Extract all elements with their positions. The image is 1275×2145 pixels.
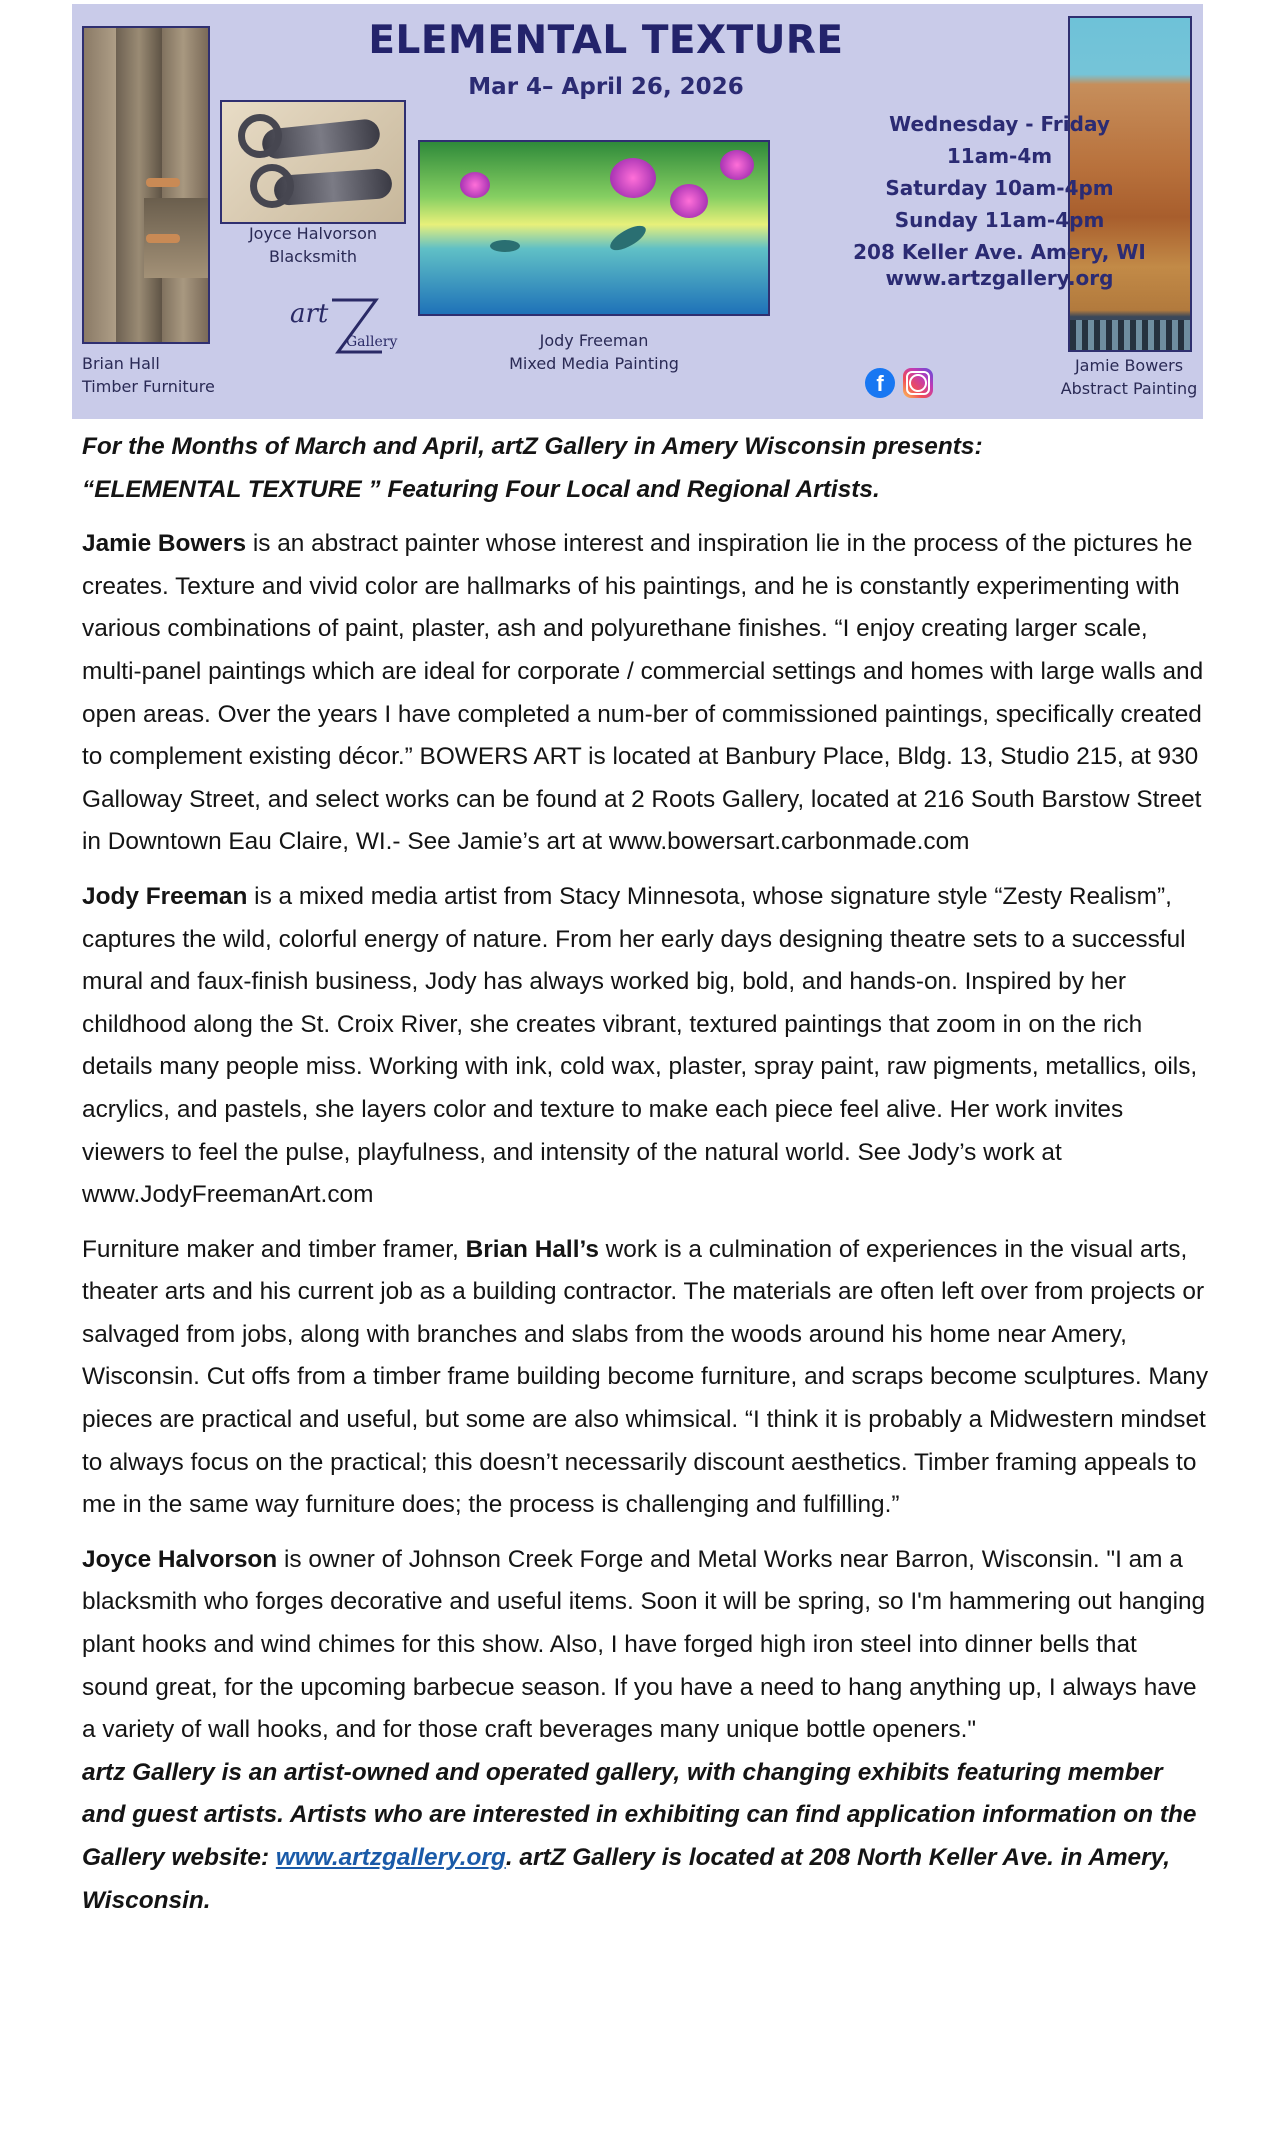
exhibit-dates: Mar 4– April 26, 2026: [468, 74, 744, 100]
caption-jody-freeman: Jody Freeman Mixed Media Painting: [509, 331, 679, 373]
social-links: [865, 368, 935, 400]
bio-brian-hall: Furniture maker and timber framer, Brian Hall’s work is a culmination of experiences in the visual arts, theater arts and his current job as a building contractor. The materials are often left over from projects or salvaged from jobs, along with branches and slabs from the woods around his home near Amery, Wisconsin. Cut offs from a timber frame building become furniture, and scraps become sculptures. Many pieces are practical and useful, but some are also whimsical. “I think it is probably a Midwestern mindset to always focus on the practical; this doesn’t necessarily discount aesthetics. Timber framing appeals to me in the same way furniture does; the process is challenging and fulfilling.”: [82, 1235, 1209, 1519]
exhibit-title: ELEMENTAL TEXTURE: [368, 18, 844, 63]
closing-statement: artz Gallery is an artist-owned and operated gallery, with changing exhibits featuring member and guest artists. Artists who are interested in exhibiting can find application information on the Gallery website: www.artzgallery.org. artZ Gallery is located at 208 North Keller Ave. in Amery, Wisconsin.: [82, 1758, 1197, 1914]
intro-heading: For the Months of March and April, artZ Gallery in Amery Wisconsin presents: “ELEMENTAL TEXTURE ” Featuring Four Local and Regional Artists.: [82, 433, 983, 503]
artz-gallery-logo: [290, 292, 400, 364]
hours-line: 11am-4m: [946, 144, 1053, 168]
svg-text:art: art: [290, 299, 329, 329]
facebook-icon[interactable]: f: [865, 368, 895, 398]
gallery-address: 208 Keller Ave. Amery, WI: [853, 240, 1146, 264]
caption-brian-hall: Brian Hall Timber Furniture: [82, 354, 215, 396]
gallery-hours: [807, 108, 1192, 288]
svg-text:Gallery: Gallery: [346, 334, 398, 350]
caption-jamie-bowers: Jamie Bowers Abstract Painting: [1060, 356, 1198, 398]
bio-jamie-bowers: Jamie Bowers is an abstract painter whose interest and inspiration lie in the process of the pictures he creates. Texture and vivid color are hallmarks of his paintings, and he is constantly experimenting with various combinations of paint, plaster, ash and polyurethane finishes. “I enjoy creating larger scale, multi-panel paintings which are ideal for corporate / commercial settings and homes with large walls and open areas. Over the years I have completed a num-ber of commissioned paintings, specifically created to complement existing décor.” BOWERS ART is located at Banbury Place, Bldg. 13, Studio 215, at 930 Galloway Street, and select works can be found at 2 Roots Gallery, located at 216 South Barstow Street in Downtown Eau Claire, WI.- See Jamie’s art at www.bowersart.carbonmade.com: [82, 530, 1204, 856]
artist-name: Joyce Halvorson: [82, 1545, 278, 1573]
bottle-openers-photo: [220, 100, 406, 224]
caption-joyce-halvorson: Joyce Halvorson Blacksmith: [248, 224, 378, 266]
gallery-website-link[interactable]: www.artzgallery.org: [275, 1844, 506, 1871]
hummingbird-painting-photo: [418, 140, 770, 316]
hours-line: Saturday 10am-4pm: [885, 176, 1114, 200]
artist-name: Brian Hall’s: [465, 1235, 599, 1263]
bio-joyce-halvorson: Joyce Halvorson is owner of Johnson Creek Forge and Metal Works near Barron, Wisconsin. "I am a blacksmith who forges decorative and useful items. Soon it will be spring, so I'm hammering out hanging plant hooks and wind chimes for this show. Also, I have forged high iron steel into dinner bells that sound great, for the upcoming barbecue season. If you have a need to hang anything up, I always have a variety of wall hooks, and for those craft beverages many unique bottle openers.": [82, 1545, 1206, 1744]
article-body: [82, 426, 1210, 1922]
exhibit-banner: [72, 4, 1203, 419]
artist-name: Jody Freeman: [82, 882, 248, 910]
artist-name: Jamie Bowers: [82, 530, 247, 558]
gallery-website: www.artzgallery.org: [885, 266, 1114, 290]
bio-jody-freeman: Jody Freeman is a mixed media artist from Stacy Minnesota, whose signature style “Zesty Realism”, captures the wild, colorful energy of nature. From her early days designing theatre sets to a successful mural and faux-finish business, Jody has always worked big, bold, and hands-on. Inspired by her childhood along the St. Croix River, she creates vibrant, textured paintings that zoom in on the rich details many people miss. Working with ink, cold wax, plaster, spray paint, raw pigments, metallics, oils, acrylics, and pastels, she layers color and texture to make each piece feel alive. Her work invites viewers to feel the pulse, playfulness, and intensity of the natural world. See Jody’s work at www.JodyFreemanArt.com: [82, 882, 1198, 1209]
hours-line: Sunday 11am-4pm: [894, 208, 1105, 232]
instagram-icon[interactable]: [903, 368, 933, 398]
hours-line: Wednesday - Friday: [889, 112, 1110, 136]
